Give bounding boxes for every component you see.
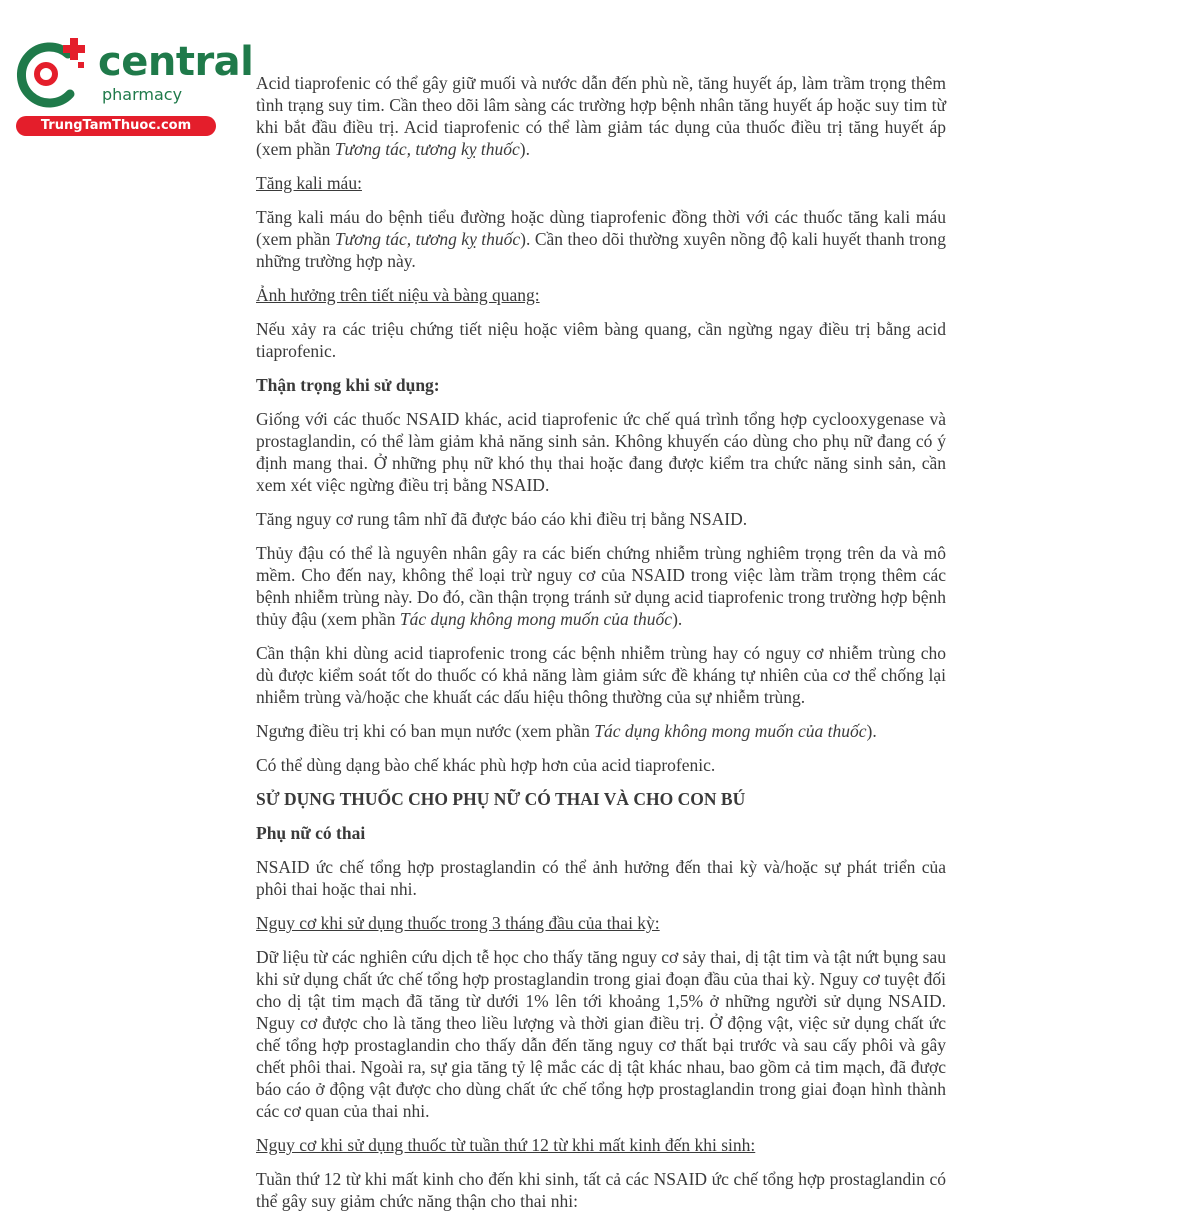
logo-name: central <box>98 39 254 85</box>
central-pharmacy-logo <box>10 36 254 136</box>
paragraph-bullous-rash: Ngưng điều trị khi có ban mụn nước (xem phần Tác dụng không mong muốn của thuốc). <box>256 721 877 741</box>
heading-precautions: Thận trọng khi sử dụng: <box>256 375 440 395</box>
paragraph-other-forms: Có thể dùng dạng bào chế khác phù hợp hơn của acid tiaprofenic. <box>256 755 716 775</box>
paragraph-first-trimester: Dữ liệu từ các nghiên cứu dịch tễ học cho thấy tăng nguy cơ sảy thai, dị tật tim và tật nứt bụng sau khi sử dụng chất ức chế tổng hợp prostaglandin trong giai đoạn đầu của thai kỳ. Nguy cơ tuyệt đối cho dị tật tim mạch đã tăng từ dưới 1% lên tới khoảng 1,5% ở những người sử dụng NSAID. Nguy cơ được cho là tăng theo liều lượng và thời gian điều trị. Ở động vật, việc sử dụng chất ức chế tổng hợp prostaglandin cho thấy dẫn đến tăng nguy cơ thất bại trước và sau cấy phôi và gây chết phôi thai. Ngoài ra, sự gia tăng tỷ lệ mắc các dị tật khác nhau, bao gồm cả tim mạch, đã được báo cáo ở động vật được cho dùng chất ức chế tổng hợp prostaglandin trong giai đoạn hình thành các cơ quan của thai nhi. <box>256 947 946 1121</box>
logo-site-banner: TrungTamThuoc.com <box>16 116 216 136</box>
paragraph-varicella: Thủy đậu có thể là nguyên nhân gây ra các biến chứng nhiễm trùng nghiêm trọng trên da và mô mềm. Cho đến nay, không thể loại trừ nguy cơ của NSAID trong việc làm trầm trọng thêm các bệnh nhiễm trùng này. Do đó, cần thận trọng tránh sử dụng acid tiaprofenic trong trường hợp bệnh thủy đậu (xem phần Tác dụng không mong muốn của thuốc). <box>256 543 946 629</box>
paragraph-fertility: Giống với các thuốc NSAID khác, acid tiaprofenic ức chế quá trình tổng hợp cyclooxygenase và prostaglandin, có thể làm giảm khả năng sinh sản. Không khuyến cáo dùng cho phụ nữ đang có ý định mang thai. Ở những phụ nữ khó thụ thai hoặc đang được kiểm tra chức năng sinh sản, cần xem xét việc ngừng điều trị bằng NSAID. <box>256 409 946 495</box>
paragraph-fluid-retention: Acid tiaprofenic có thể gây giữ muối và nước dẫn đến phù nề, tăng huyết áp, làm trầm trọng thêm tình trạng suy tim. Cần theo dõi lâm sàng các trường hợp bệnh nhân tăng huyết áp hoặc suy tim từ khi bắt đầu điều trị. Acid tiaprofenic có thể làm giảm tác dụng của thuốc điều trị tăng huyết áp (xem phần Tương tác, tương kỵ thuốc). <box>256 73 946 159</box>
paragraph-urinary: Nếu xảy ra các triệu chứng tiết niệu hoặc viêm bàng quang, cần ngừng ngay điều trị bằng acid tiaprofenic. <box>256 319 946 361</box>
paragraph-hyperkalemia: Tăng kali máu do bệnh tiểu đường hoặc dùng tiaprofenic đồng thời với các thuốc tăng kali máu (xem phần Tương tác, tương kỵ thuốc). Cần theo dõi thường xuyên nồng độ kali huyết thanh trong những trường hợp này. <box>256 207 946 271</box>
paragraph-week-12: Tuần thứ 12 từ khi mất kinh cho đến khi sinh, tất cả các NSAID ức chế tổng hợp prostaglandin có thể gây suy giảm chức năng thận cho thai nhi: <box>256 1169 946 1211</box>
subheading-hyperkalemia: Tăng kali máu: <box>256 173 362 193</box>
subheading-week-12: Nguy cơ khi sử dụng thuốc từ tuần thứ 12 từ khi mất kinh đến khi sinh: <box>256 1135 756 1155</box>
pharmacy-cross-c-icon <box>10 36 100 116</box>
paragraph-infections: Cần thận khi dùng acid tiaprofenic trong các bệnh nhiễm trùng hay có nguy cơ nhiễm trùng cho dù được kiểm soát tốt do thuốc có khả năng làm giảm sức đề kháng tự nhiên của cơ thể chống lại nhiễm trùng và/hoặc che khuất các dấu hiệu thông thường của sự nhiễm trùng. <box>256 643 946 707</box>
heading-pregnant-women: Phụ nữ có thai <box>256 823 366 843</box>
subheading-urinary: Ảnh hưởng trên tiết niệu và bàng quang: <box>256 285 540 305</box>
paragraph-atrial-fibrillation: Tăng nguy cơ rung tâm nhĩ đã được báo cáo khi điều trị bằng NSAID. <box>256 509 748 529</box>
document-body <box>256 72 946 1224</box>
subheading-first-trimester: Nguy cơ khi sử dụng thuốc trong 3 tháng đầu của thai kỳ: <box>256 913 660 933</box>
paragraph-prostaglandin: NSAID ức chế tổng hợp prostaglandin có thể ảnh hưởng đến thai kỳ và/hoặc sự phát triển của phôi thai hoặc thai nhi. <box>256 857 946 899</box>
logo-subtitle: pharmacy <box>102 85 183 104</box>
section-heading-pregnancy-lactation: SỬ DỤNG THUỐC CHO PHỤ NỮ CÓ THAI VÀ CHO CON BÚ <box>256 789 746 809</box>
